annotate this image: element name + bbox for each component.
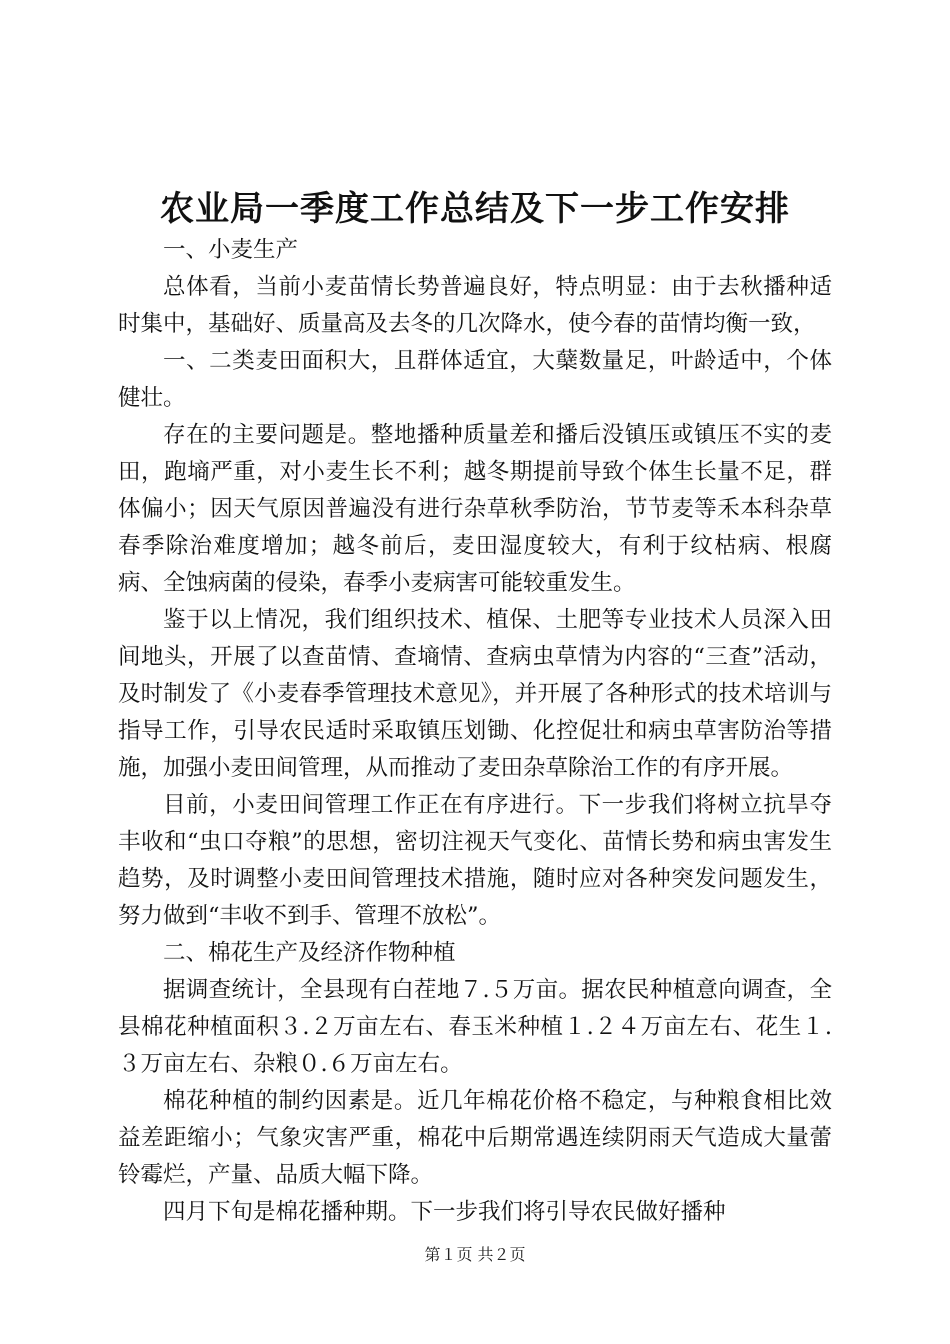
paragraph: 据调查统计，全县现有白茬地７.５万亩。据农民种植意向调查，全县棉花种植面积３.２万亩左右、春玉米种植１.２４万亩左右、花生１.３万亩左右、杂粮０.６万亩左右。 [118,977,832,1077]
paragraph: 棉花种植的制约因素是。近几年棉花价格不稳定，与种粮食相比效益差距缩小；气象灾害严重，棉花中后期常遇连续阴雨天气造成大量蕾铃霉烂，产量、品质大幅下降。 [118,1088,832,1188]
paragraph: 一、二类麦田面积大，且群体适宜，大蘖数量足，叶龄适中，个体健壮。 [118,348,832,411]
section-heading-wheat: 一、小麦生产 [163,237,299,263]
document-title: 农业局一季度工作总结及下一步工作安排 [160,189,790,229]
document-body [118,232,832,1231]
paragraph: 目前，小麦田间管理工作正在有序进行。下一步我们将树立抗旱夺丰收和“虫口夺粮”的思想，密切注视天气变化、苗情长势和病虫害发生趋势，及时调整小麦田间管理技术措施，随时应对各种突发问题发生，努力做到“丰收不到手、管理不放松”。 [118,792,832,929]
paragraph: 存在的主要问题是。整地播种质量差和播后没镇压或镇压不实的麦田，跑墒严重，对小麦生长不利；越冬期提前导致个体生长量不足，群体偏小；因天气原因普遍没有进行杂草秋季防治，节节麦等禾本科杂草春季除治难度增加；越冬前后，麦田湿度较大，有利于纹枯病、根腐病、全蚀病菌的侵染，春季小麦病害可能较重发生。 [118,422,832,596]
paragraph: 总体看，当前小麦苗情长势普遍良好，特点明显：由于去秋播种适时集中，基础好、质量高及去冬的几次降水，使今春的苗情均衡一致， [118,274,832,337]
paragraph: 鉴于以上情况，我们组织技术、植保、土肥等专业技术人员深入田间地头，开展了以查苗情、查墒情、查病虫草情为内容的“三查”活动，及时制发了《小麦春季管理技术意见》，并开展了各种形式的技术培训与指导工作，引导农民适时采取镇压划锄、化控促壮和病虫草害防治等措施，加强小麦田间管理，从而推动了麦田杂草除治工作的有序开展。 [118,607,832,781]
section-heading-cotton: 二、棉花生产及经济作物种植 [163,940,456,966]
page-footer: 第１页 共２页 [424,1245,526,1264]
paragraph: 四月下旬是棉花播种期。下一步我们将引导农民做好播种 [163,1199,726,1225]
